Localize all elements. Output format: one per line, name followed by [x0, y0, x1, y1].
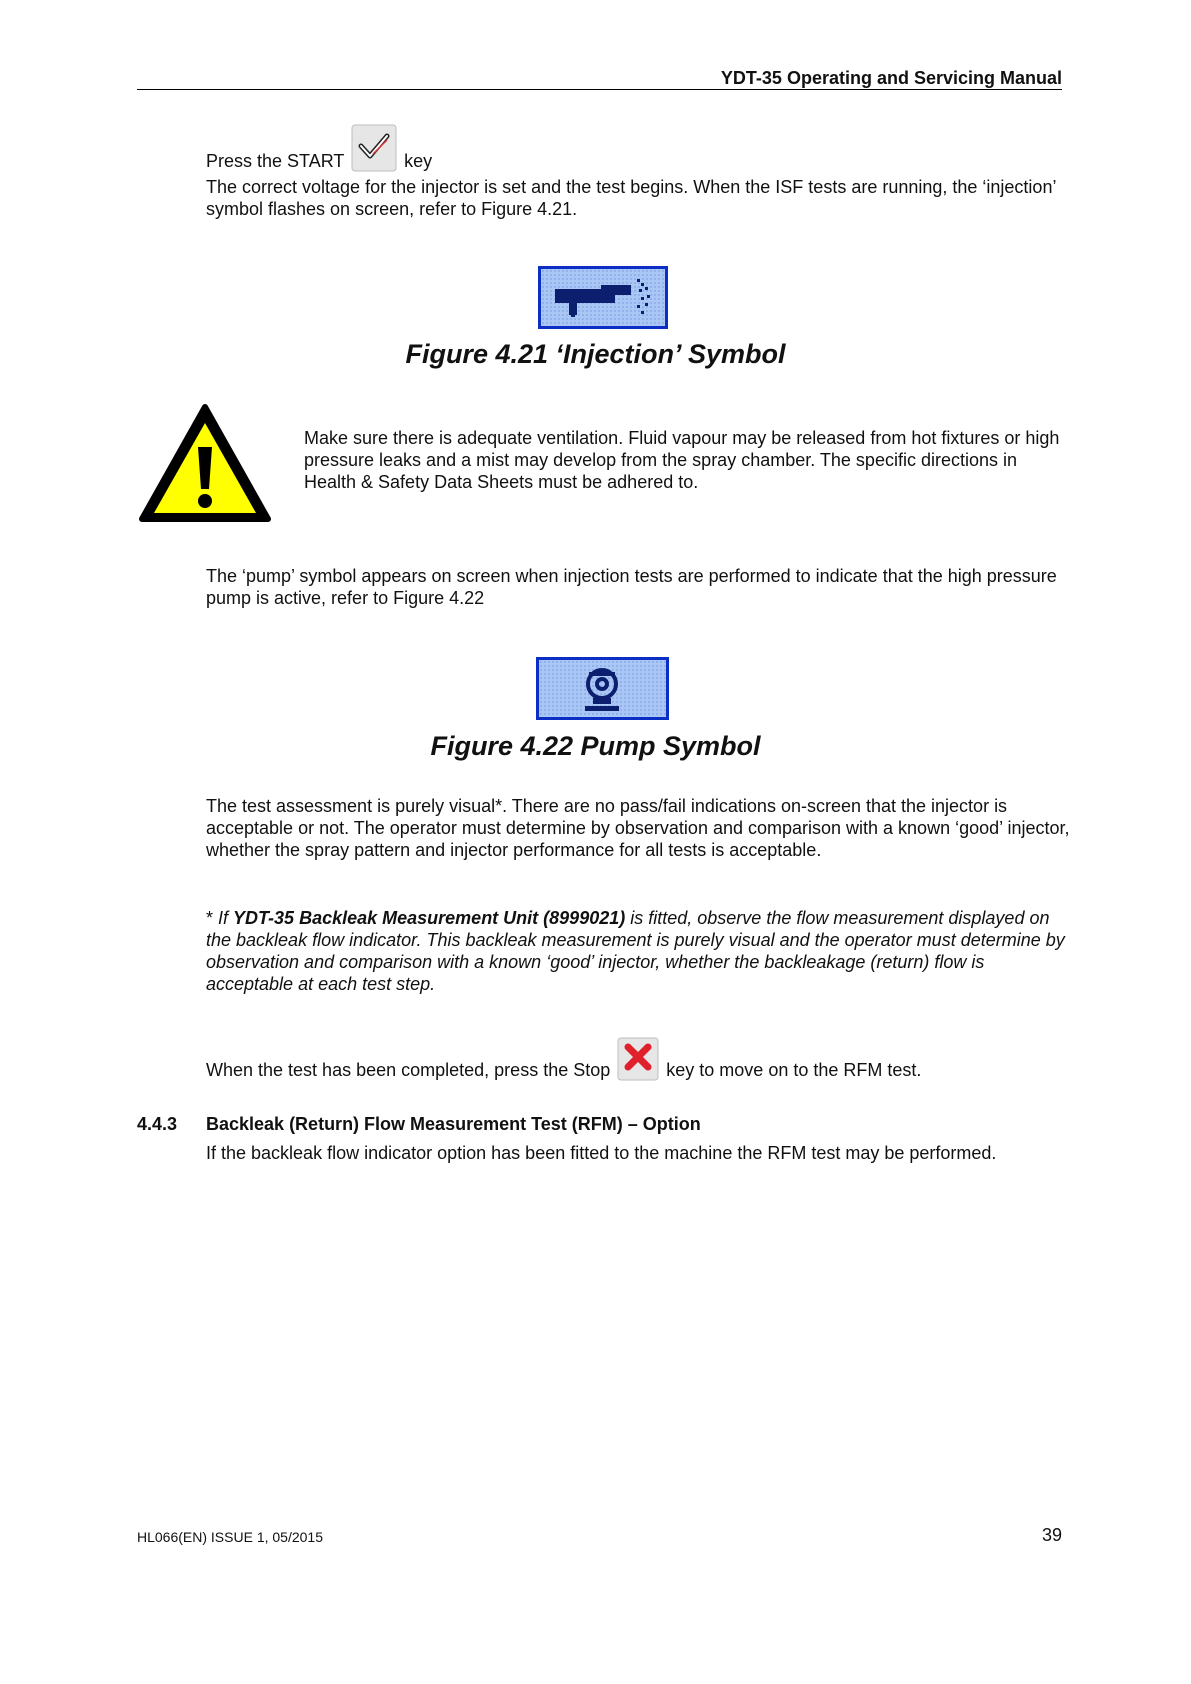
assessment-paragraph: The test assessment is purely visual*. There are no pass/fail indications on-screen that the injector is acceptable or not. The operator must determine by observation and comparison with a known ‘good’ injector, whether the spray pattern and injector performance for all tests is acceptable. [206, 796, 1070, 860]
page-number: 39 [1041, 1525, 1062, 1545]
header-title: YDT-35 Operating and Servicing Manual [720, 68, 1062, 88]
stop-suffix: key to move on to the RFM test. [666, 1060, 922, 1080]
warning-triangle-icon [138, 403, 272, 523]
pump-paragraph: The ‘pump’ symbol appears on screen when injection tests are performed to indicate that the high pressure pump is active, refer to Figure 4.22 [206, 566, 1057, 608]
note-if: If [218, 908, 229, 928]
pump-symbol-icon [536, 657, 669, 720]
note-star: * [206, 908, 219, 928]
footer-doc-id: HL066(EN) ISSUE 1, 05/2015 [137, 1529, 323, 1545]
start-suffix: key [404, 151, 433, 171]
backleak-note [206, 907, 1066, 995]
section-number: 4.4.3 [137, 1114, 178, 1134]
stop-prefix: When the test has been completed, press the Stop [206, 1060, 611, 1080]
note-rest: is fitted, observe the flow measurement displayed on the backleak flow indicator. This backleak measurement is purely visual and the operator must determine by observation and comparison with a known ‘good’ injector, whether the backleakage (return) flow is acceptable at each test step. [206, 908, 1065, 994]
header-rule [137, 89, 1062, 90]
section-title: Backleak (Return) Flow Measurement Test (RFM) – Option [206, 1114, 701, 1134]
stop-instruction [206, 1037, 1086, 1081]
section-text: If the backleak flow indicator option has been fitted to the machine the RFM test may be performed. [206, 1143, 997, 1163]
figure-4-21-caption: Figure 4.21 ‘Injection’ Symbol [405, 339, 786, 369]
note-unit: YDT-35 Backleak Measurement Unit (8999021) [233, 908, 626, 928]
start-key-icon [351, 124, 397, 172]
start-description: The correct voltage for the injector is set and the test begins. When the ISF tests are running, the ‘injection’ symbol flashes on screen, refer to Figure 4.21. [206, 177, 1056, 219]
start-instruction [206, 124, 1066, 172]
stop-key-icon [617, 1037, 659, 1081]
warning-text: Make sure there is adequate ventilation. Fluid vapour may be released from hot fixtures or high pressure leaks and a mist may develop from the spray chamber. The specific directions in Health & Safety Data Sheets must be adhered to. [304, 428, 1060, 492]
figure-4-22-caption: Figure 4.22 Pump Symbol [430, 731, 761, 761]
injection-symbol-icon [538, 266, 668, 329]
start-prefix: Press the START [206, 151, 345, 171]
